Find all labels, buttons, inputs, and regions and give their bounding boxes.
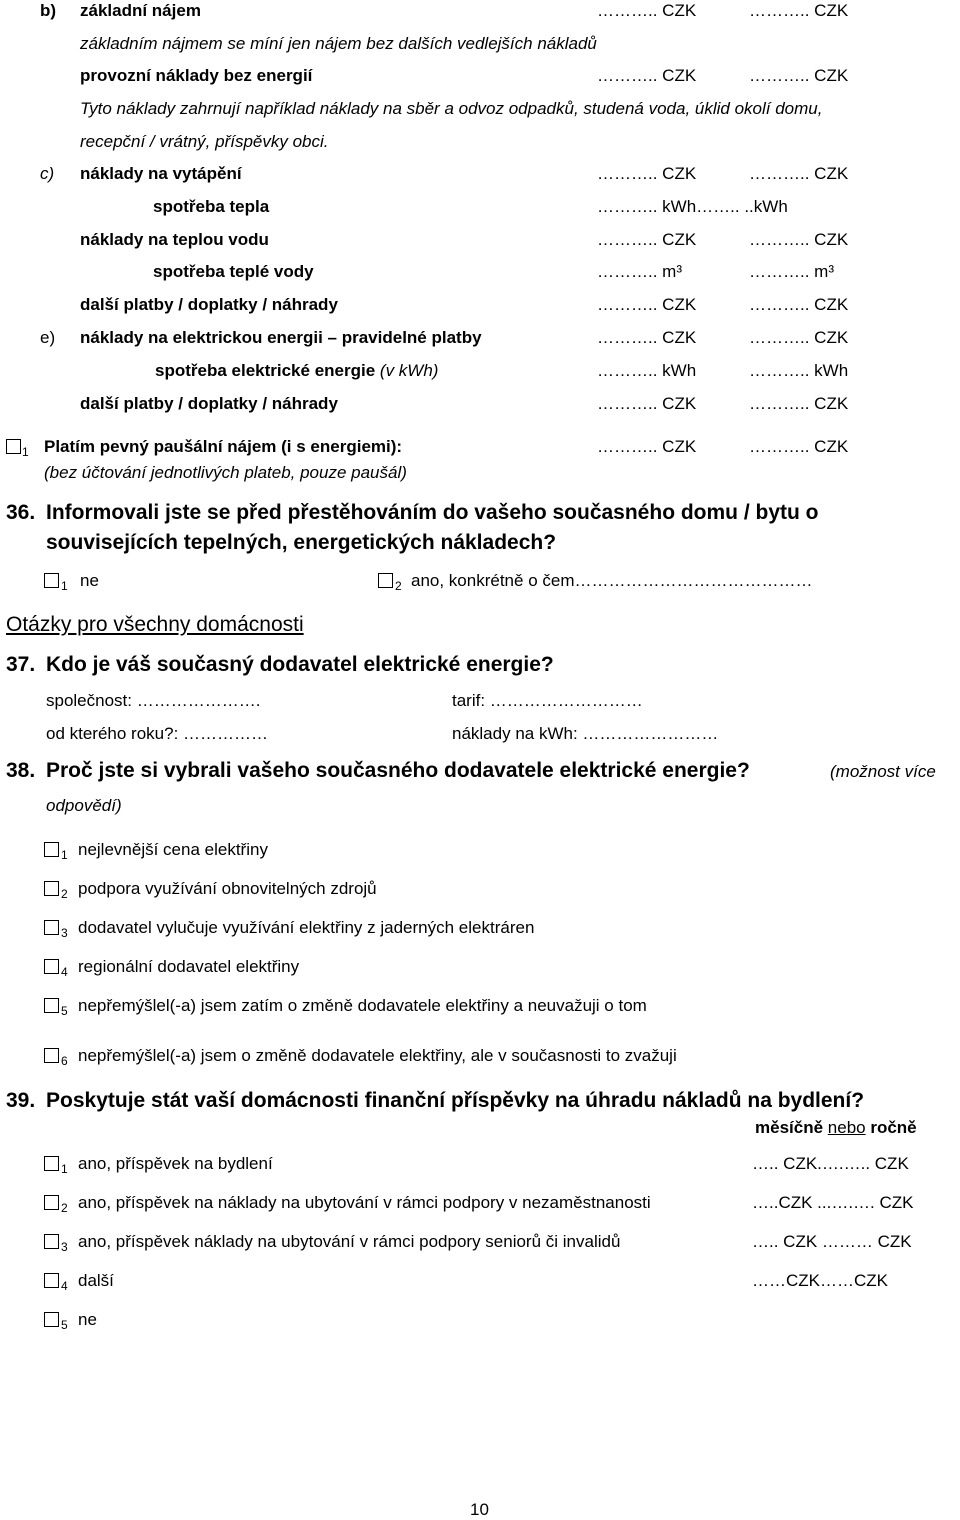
q36-option-no-number: 1 — [61, 579, 68, 593]
q38-option-6-number: 6 — [61, 1054, 68, 1068]
q36-option-no-label: ne — [80, 571, 99, 590]
q38-hint-part1: (možnost více — [830, 762, 936, 781]
extra-payments-value-1a[interactable]: ……….. CZK — [597, 295, 697, 314]
q36-option-yes-number: 2 — [395, 579, 402, 593]
q37-tariff-field[interactable]: tarif: ……………………… — [452, 691, 643, 710]
hot-water-consumption-value-1[interactable]: ……….. m³ — [597, 262, 682, 281]
q39-option-3-label: ano, příspěvek náklady na ubytování v rámci podpory seniorů či invalidů — [78, 1232, 621, 1251]
section-title: Otázky pro všechny domácnosti — [6, 613, 304, 636]
electricity-consumption-value-1[interactable]: ……….. kWh — [597, 361, 697, 380]
heat-consumption-value[interactable]: ……….. kWh…….. ..kWh — [597, 197, 788, 216]
q39-option-1-checkbox[interactable] — [44, 1156, 59, 1171]
q38-option-2-checkbox[interactable] — [44, 881, 59, 896]
flat-rent-value-2[interactable]: ……….. CZK — [749, 437, 849, 456]
q39-option-5-label: ne — [78, 1310, 97, 1329]
q38-option-2-number: 2 — [61, 887, 68, 901]
operating-costs-note-1: Tyto náklady zahrnují například náklady na sběr a odvoz odpadků, studená voda, úklid okolí domu, — [80, 99, 823, 118]
q38-option-5-label: nepřemýšlel(-a) jsem zatím o změně dodavatele elektřiny a neuvažuji o tom — [78, 996, 647, 1015]
q39-option-4-value[interactable]: ……CZK……CZK — [752, 1271, 888, 1290]
q38-option-3-checkbox[interactable] — [44, 920, 59, 935]
q39-header-monthly: měsíčně — [755, 1118, 824, 1137]
electricity-consumption-main: spotřeba elektrické energie — [155, 361, 376, 380]
item-b-letter: b) — [40, 1, 57, 20]
q39-option-2-value[interactable]: …..CZK ...….…. CZK — [752, 1193, 914, 1212]
q39-option-3-number: 3 — [61, 1240, 68, 1254]
extra-payments-value-1b[interactable]: ……….. CZK — [749, 295, 849, 314]
q39-option-4-checkbox[interactable] — [44, 1273, 59, 1288]
electricity-consumption-label — [155, 361, 438, 381]
q38-option-5-number: 5 — [61, 1004, 68, 1018]
q39-frequency-header — [755, 1118, 917, 1138]
q38-option-6-label: nepřemýšlel(-a) jsem o změně dodavatele elektřiny, ale v současnosti to zvažuji — [78, 1046, 677, 1065]
q36-text-line1: Informovali jste se před přestěhováním do vašeho současného domu / bytu o — [46, 501, 819, 524]
q38-number: 38. — [6, 759, 36, 782]
extra-payments-value-2b[interactable]: ……….. CZK — [749, 394, 849, 413]
q38-option-6-checkbox[interactable] — [44, 1048, 59, 1063]
extra-payments-value-2a[interactable]: ……….. CZK — [597, 394, 697, 413]
q37-company-field[interactable]: společnost: …………………. — [46, 691, 261, 710]
extra-payments-label-2: další platby / doplatky / náhrady — [80, 394, 338, 413]
q38-option-3-number: 3 — [61, 926, 68, 940]
q38-text: Proč jste si vybrali vašeho současného dodavatele elektrické energie? — [46, 759, 750, 782]
q36-option-yes-checkbox[interactable] — [378, 573, 393, 588]
operating-costs-note-2: recepční / vrátný, příspěvky obci. — [80, 132, 329, 151]
q38-option-5-checkbox[interactable] — [44, 998, 59, 1013]
item-b-note: základním nájmem se míní jen nájem bez dalších vedlejších nákladů — [80, 34, 597, 53]
q36-option-yes-label[interactable]: ano, konkrétně o čem…………………………………… — [411, 571, 813, 590]
q38-hint-part2: odpovědí) — [46, 796, 122, 815]
q37-since-field[interactable]: od kterého roku?: …………… — [46, 724, 269, 743]
q37-cost-per-kwh-field[interactable]: náklady na kWh: …………………… — [452, 724, 719, 743]
q38-option-1-label: nejlevnější cena elektřiny — [78, 840, 268, 859]
q39-option-5-checkbox[interactable] — [44, 1312, 59, 1327]
heating-costs-value-1[interactable]: ……….. CZK — [597, 164, 697, 183]
operating-costs-value-2[interactable]: ……….. CZK — [749, 66, 849, 85]
q39-option-1-label: ano, příspěvek na bydlení — [78, 1154, 273, 1173]
heating-costs-value-2[interactable]: ……….. CZK — [749, 164, 849, 183]
q39-option-4-label: další — [78, 1271, 114, 1290]
q39-option-2-label: ano, příspěvek na náklady na ubytování v rámci podpory v nezaměstnanosti — [78, 1193, 651, 1212]
item-e-letter: e) — [40, 328, 56, 347]
electricity-costs-label: náklady na elektrickou energii – pravidelné platby — [80, 328, 482, 347]
hot-water-costs-value-1[interactable]: ……….. CZK — [597, 230, 697, 249]
q39-option-3-checkbox[interactable] — [44, 1234, 59, 1249]
q36-text-line2: souvisejících tepelných, energetických nákladech? — [46, 531, 557, 554]
q39-number: 39. — [6, 1089, 36, 1112]
q36-option-no-checkbox[interactable] — [44, 573, 59, 588]
electricity-costs-value-1[interactable]: ……….. CZK — [597, 328, 697, 347]
hot-water-costs-label: náklady na teplou vodu — [80, 230, 269, 249]
q38-option-1-checkbox[interactable] — [44, 842, 59, 857]
heat-consumption-label: spotřeba tepla — [153, 197, 270, 216]
electricity-consumption-value-2[interactable]: ……….. kWh — [749, 361, 849, 380]
q39-text: Poskytuje stát vaší domácnosti finanční příspěvky na úhradu nákladů na bydlení? — [46, 1089, 865, 1112]
q39-option-5-number: 5 — [61, 1318, 68, 1332]
q37-text: Kdo je váš současný dodavatel elektrické energie? — [46, 653, 554, 676]
q39-header-or: nebo — [827, 1118, 866, 1137]
item-b-value-1[interactable]: ……….. CZK — [597, 1, 697, 20]
extra-payments-label-1: další platby / doplatky / náhrady — [80, 295, 338, 314]
electricity-consumption-unit: (v kWh) — [379, 361, 439, 380]
flat-rent-label: Platím pevný paušální nájem (i s energiemi): — [44, 437, 403, 456]
q39-option-4-number: 4 — [61, 1279, 68, 1293]
q36-number: 36. — [6, 501, 36, 524]
q38-option-3-label: dodavatel vylučuje využívání elektřiny z jaderných elektráren — [78, 918, 535, 937]
q38-option-4-checkbox[interactable] — [44, 959, 59, 974]
q39-header-yearly: ročně — [870, 1118, 917, 1137]
page-number: 10 — [470, 1500, 489, 1519]
flat-rent-value-1[interactable]: ……….. CZK — [597, 437, 697, 456]
q38-option-4-number: 4 — [61, 965, 68, 979]
item-b-label: základní nájem — [80, 1, 201, 20]
q38-option-1-number: 1 — [61, 848, 68, 862]
heating-costs-label: náklady na vytápění — [80, 164, 242, 183]
operating-costs-value-1[interactable]: ……….. CZK — [597, 66, 697, 85]
flat-rent-checkbox[interactable] — [6, 439, 21, 454]
q39-option-2-checkbox[interactable] — [44, 1195, 59, 1210]
q37-number: 37. — [6, 653, 36, 676]
operating-costs-label: provozní náklady bez energií — [80, 66, 313, 85]
hot-water-costs-value-2[interactable]: ……….. CZK — [749, 230, 849, 249]
electricity-costs-value-2[interactable]: ……….. CZK — [749, 328, 849, 347]
q39-option-2-number: 2 — [61, 1201, 68, 1215]
q38-option-4-label: regionální dodavatel elektřiny — [78, 957, 300, 976]
flat-rent-note: (bez účtování jednotlivých plateb, pouze paušál) — [44, 463, 407, 482]
flat-rent-number: 1 — [22, 445, 29, 459]
q38-option-2-label: podpora využívání obnovitelných zdrojů — [78, 879, 377, 898]
item-c-letter: c) — [40, 164, 55, 183]
q39-option-1-value[interactable]: ….. CZK.….….. CZK — [752, 1154, 909, 1173]
hot-water-consumption-value-2[interactable]: ……….. m³ — [749, 262, 834, 281]
q39-option-1-number: 1 — [61, 1162, 68, 1176]
item-b-value-2[interactable]: ……….. CZK — [749, 1, 849, 20]
hot-water-consumption-label: spotřeba teplé vody — [153, 262, 314, 281]
q39-option-3-value[interactable]: ….. CZK ……… CZK — [752, 1232, 912, 1251]
